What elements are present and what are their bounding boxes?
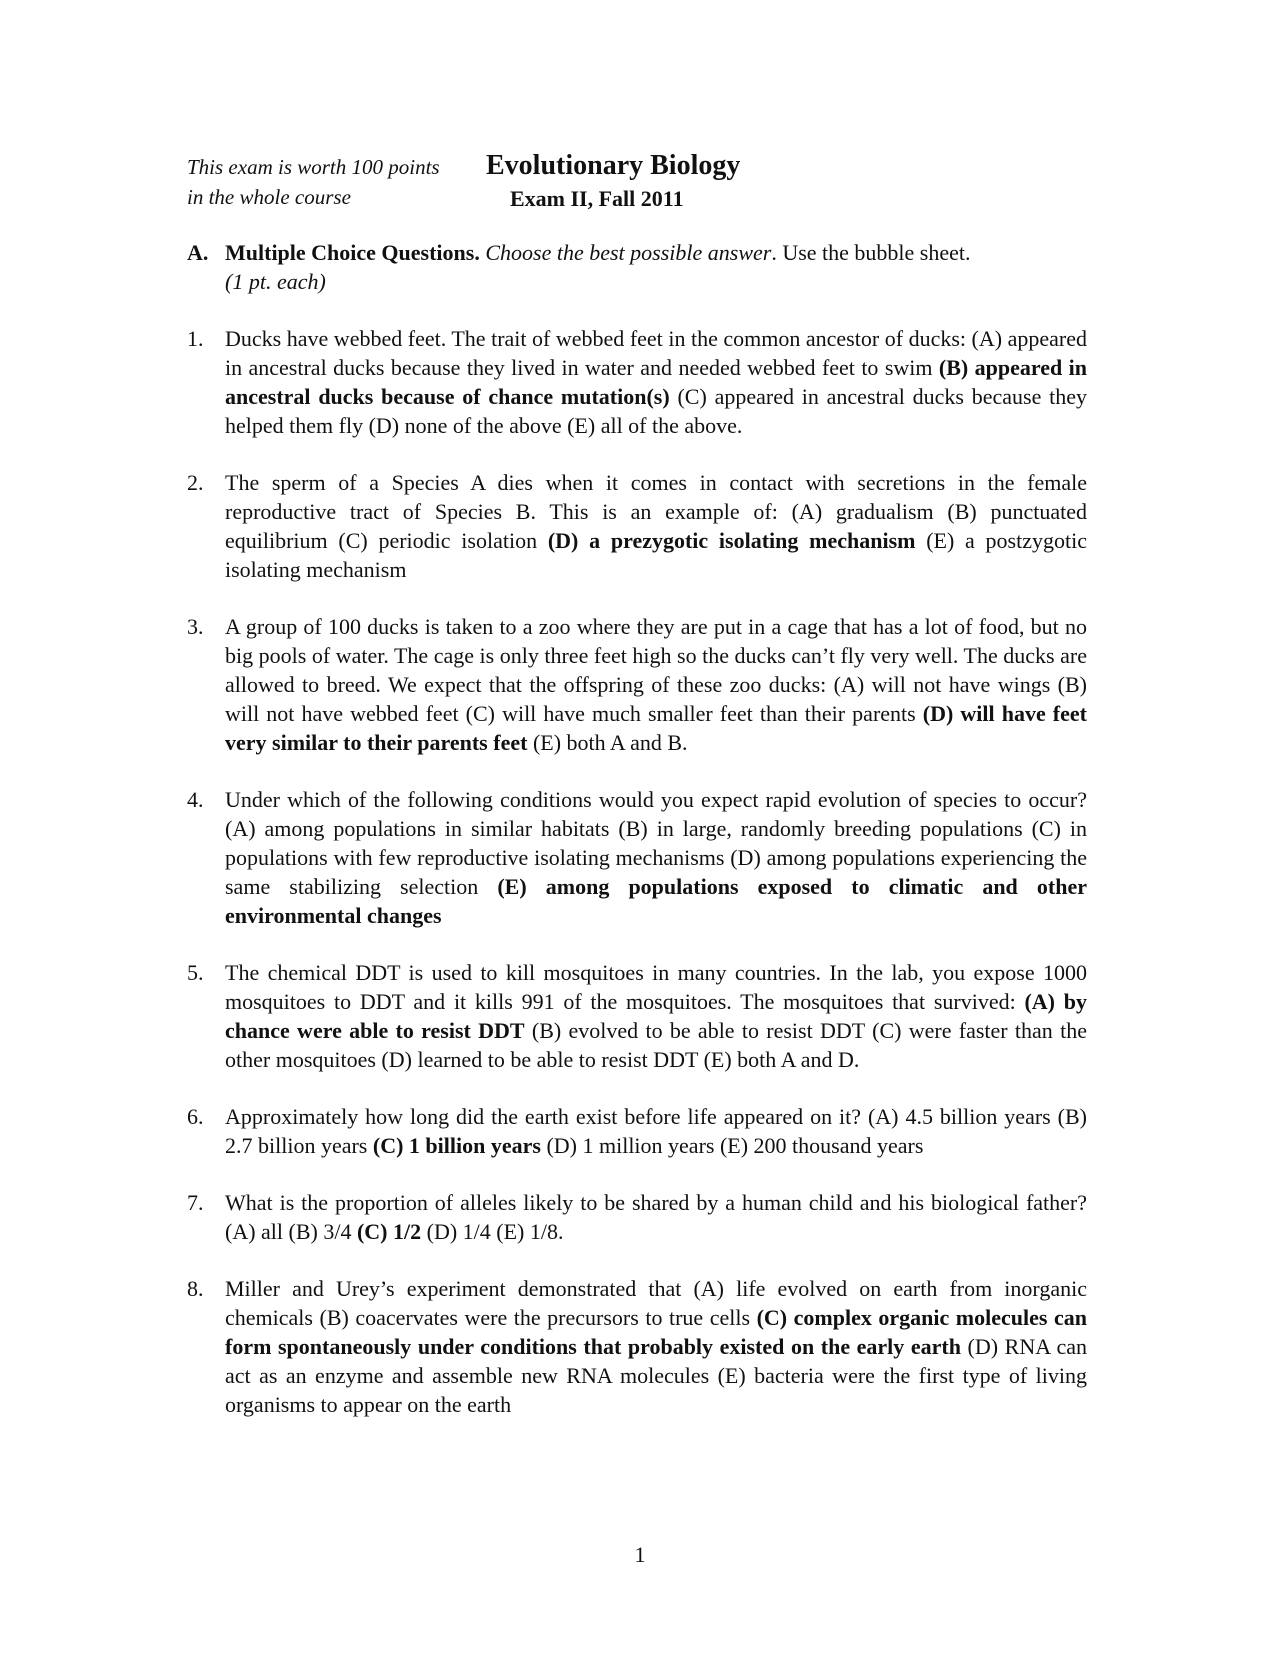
correct-answer: (B) appeared in ancestral ducks because of chance mutation(s) [225, 355, 1088, 409]
question-number: 1. [187, 326, 204, 351]
question-rest: (B) evolved to be able to resist DDT (C) were faster than the other mosquitoes (D) learned to be able to resist DDT (E) both A and D. [225, 1018, 1087, 1072]
question-rest: (C) appeared in ancestral ducks because they helped them fly (D) none of the above (E) all of the above. [225, 384, 1087, 438]
question-text [225, 1188, 1087, 1246]
question-stem: Approximately how long did the earth exist before life appeared on it? (A) 4.5 billion years (B) 2.7 billion years [225, 1104, 1087, 1158]
correct-answer: (A) by chance were able to resist DDT [225, 989, 1087, 1043]
question-text [225, 958, 1087, 1074]
question-number: 2. [187, 470, 204, 495]
question-stem: A group of 100 ducks is taken to a zoo where they are put in a cage that has a lot of food, but no big pools of water. The cage is only three feet high so the ducks can’t fly very well. The ducks are allowed to breed. We expect that the offspring of these zoo ducks: (A) will not have wings (B) will not have webbed feet (C) will have much smaller feet than their parents [225, 614, 1087, 726]
correct-answer: (D) will have feet very similar to their parents feet [225, 701, 1087, 755]
section-instructions [225, 238, 1087, 296]
correct-answer: (D) a prezygotic isolating mechanism [547, 528, 916, 553]
question-list [187, 324, 1087, 1447]
question-stem: Miller and Urey’s experiment demonstrated that (A) life evolved on earth from inorganic chemicals (B) coacervates were the precursors to true cells [225, 1276, 1087, 1330]
question-4 [187, 785, 1087, 930]
question-stem: The sperm of a Species A dies when it comes in contact with secretions in the female reproductive tract of Species B. This is an example of: (A) gradualism (B) punctuated equilibrium (C) periodic isolation [225, 470, 1087, 553]
question-6 [187, 1102, 1087, 1160]
question-number: 7. [187, 1190, 204, 1215]
question-stem: Ducks have webbed feet. The trait of webbed feet in the common ancestor of ducks: (A) appeared in ancestral ducks because they lived in water and needed webbed feet to swim [225, 326, 1087, 380]
question-rest: (D) 1 million years (E) 200 thousand years [540, 1133, 924, 1158]
question-rest: (E) a postzygotic isolating mechanism [225, 528, 1087, 582]
question-rest: (D) 1/4 (E) 1/8. [421, 1219, 564, 1244]
correct-answer: (E) among populations exposed to climatic and other environmental changes [225, 874, 1087, 928]
correct-answer: (C) 1/2 [356, 1219, 422, 1244]
section-heading: Multiple Choice Questions. [225, 240, 480, 265]
question-stem: What is the proportion of alleles likely to be shared by a human child and his biological father? (A) all (B) 3/4 [225, 1190, 1087, 1244]
question-rest: (D) RNA can act as an enzyme and assemble new RNA molecules (E) bacteria were the first type of living organisms to appear on the earth [225, 1334, 1087, 1417]
course-note-line1: This exam is worth 100 points [187, 155, 440, 179]
course-note-line2: in the whole course [187, 185, 351, 209]
question-8 [187, 1274, 1087, 1419]
question-text [225, 1274, 1087, 1419]
question-number: 4. [187, 787, 204, 812]
section-letter: A. [187, 240, 209, 265]
section-a-header [187, 238, 1087, 296]
question-7 [187, 1188, 1087, 1246]
section-points: (1 pt. each) [225, 269, 326, 294]
question-3 [187, 612, 1087, 757]
question-number: 8. [187, 1276, 204, 1301]
question-text [225, 1102, 1087, 1160]
section-instruction: Choose the best possible answer [485, 240, 772, 265]
question-number: 6. [187, 1104, 204, 1129]
section-after-instruction: . Use the bubble sheet. [771, 240, 971, 265]
question-text [225, 468, 1087, 584]
question-5 [187, 958, 1087, 1074]
question-rest: (E) both A and B. [527, 730, 688, 755]
question-number: 5. [187, 960, 204, 985]
question-1 [187, 324, 1087, 440]
correct-answer: (C) 1 billion years [372, 1133, 541, 1158]
question-stem: The chemical DDT is used to kill mosquitoes in many countries. In the lab, you expose 1000 mosquitoes to DDT and it kills 991 of the mosquitoes. The mosquitoes that survived: [225, 960, 1087, 1014]
exam-title: Evolutionary Biology [486, 150, 741, 181]
question-stem: Under which of the following conditions would you expect rapid evolution of species to occur? (A) among populations in similar habitats (B) in large, randomly breeding populations (C) in populations with few reproductive isolating mechanisms (D) among populations experiencing the same stabilizing selection [225, 787, 1087, 899]
question-2 [187, 468, 1087, 584]
question-number: 3. [187, 614, 204, 639]
page-number: 1 [634, 1542, 646, 1567]
correct-answer: (C) complex organic molecules can form spontaneously under conditions that probably existed on the early earth [225, 1305, 1087, 1359]
question-text [225, 324, 1087, 440]
question-text [225, 612, 1087, 757]
question-text [225, 785, 1087, 930]
exam-subtitle: Exam II, Fall 2011 [510, 186, 684, 211]
